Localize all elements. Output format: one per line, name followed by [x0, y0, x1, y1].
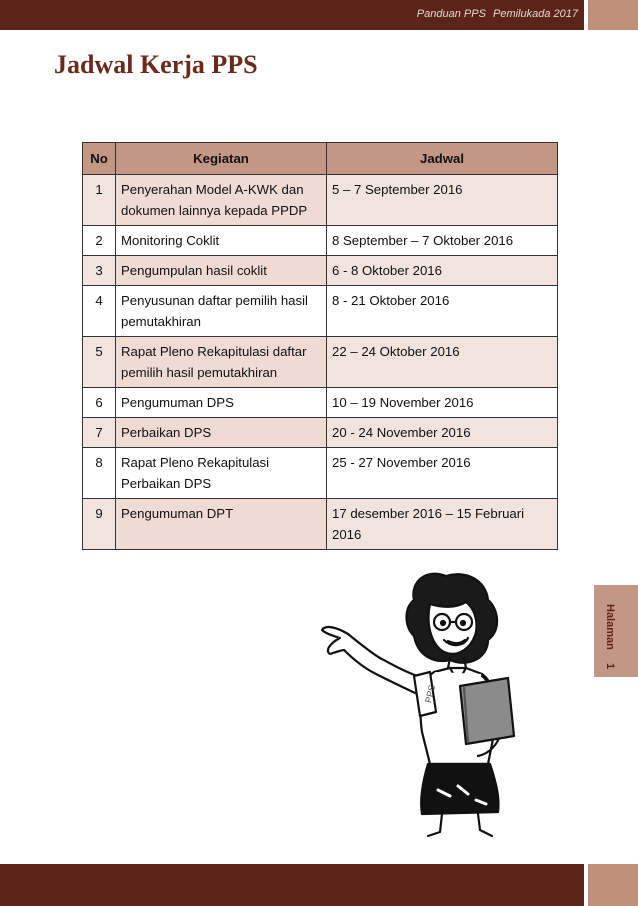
- cell-jadwal: 22 – 24 Oktober 2016: [327, 337, 558, 388]
- header-doc-name: Panduan PPS: [416, 8, 486, 20]
- col-header-kegiatan: Kegiatan: [116, 143, 327, 175]
- officer-illustration: [318, 564, 548, 840]
- cell-kegiatan: Pengumpulan hasil coklit: [116, 256, 327, 286]
- footer-accent-block: [588, 864, 638, 906]
- page-label: [604, 594, 616, 669]
- cell-jadwal: 8 September – 7 Oktober 2016: [327, 226, 558, 256]
- table-row: [83, 175, 558, 226]
- table-row: [83, 286, 558, 337]
- table-row: [83, 337, 558, 388]
- cell-kegiatan: Penyerahan Model A-KWK dan dokumen lainnya kepada PPDP: [116, 175, 327, 226]
- cell-jadwal: 8 - 21 Oktober 2016: [327, 286, 558, 337]
- col-header-jadwal: Jadwal: [327, 143, 558, 175]
- table-row: [83, 499, 558, 550]
- cell-kegiatan: Pengumuman DPT: [116, 499, 327, 550]
- cell-no: 4: [83, 286, 116, 337]
- cell-jadwal: 10 – 19 November 2016: [327, 388, 558, 418]
- cell-kegiatan: Monitoring Coklit: [116, 226, 327, 256]
- table-row: [83, 256, 558, 286]
- side-tab: [594, 585, 638, 677]
- page-number: 1: [604, 662, 616, 670]
- table-row: [83, 388, 558, 418]
- page-title: Jadwal Kerja PPS: [54, 50, 258, 79]
- cell-jadwal: 20 - 24 November 2016: [327, 418, 558, 448]
- cell-jadwal: 5 – 7 September 2016: [327, 175, 558, 226]
- cell-kegiatan: Rapat Pleno Rekapitulasi Perbaikan DPS: [116, 448, 327, 499]
- header-accent-block: [588, 0, 638, 30]
- cell-no: 8: [83, 448, 116, 499]
- cell-no: 5: [83, 337, 116, 388]
- cell-kegiatan: Penyusunan daftar pemilih hasil pemutakhiran: [116, 286, 327, 337]
- header-doc-title: [413, 8, 578, 20]
- table-row: [83, 448, 558, 499]
- cell-jadwal: 6 - 8 Oktober 2016: [327, 256, 558, 286]
- cell-no: 3: [83, 256, 116, 286]
- cell-kegiatan: Perbaikan DPS: [116, 418, 327, 448]
- cell-no: 2: [83, 226, 116, 256]
- armband-label: PPS: [423, 683, 438, 704]
- page-label-text: Halaman: [604, 604, 616, 650]
- cell-jadwal: 25 - 27 November 2016: [327, 448, 558, 499]
- table-row: [83, 226, 558, 256]
- cell-no: 9: [83, 499, 116, 550]
- table-header-row: [83, 143, 558, 175]
- col-header-no: No: [83, 143, 116, 175]
- cell-kegiatan: Pengumuman DPS: [116, 388, 327, 418]
- schedule-table: [82, 142, 558, 550]
- table-row: [83, 418, 558, 448]
- cell-kegiatan: Rapat Pleno Rekapitulasi daftar pemilih hasil pemutakhiran: [116, 337, 327, 388]
- footer-bar: [0, 864, 584, 906]
- cell-no: 1: [83, 175, 116, 226]
- cell-no: 7: [83, 418, 116, 448]
- header-doc-subtitle: Pemilukada 2017: [492, 8, 578, 20]
- cell-jadwal: 17 desember 2016 – 15 Februari 2016: [327, 499, 558, 550]
- cell-no: 6: [83, 388, 116, 418]
